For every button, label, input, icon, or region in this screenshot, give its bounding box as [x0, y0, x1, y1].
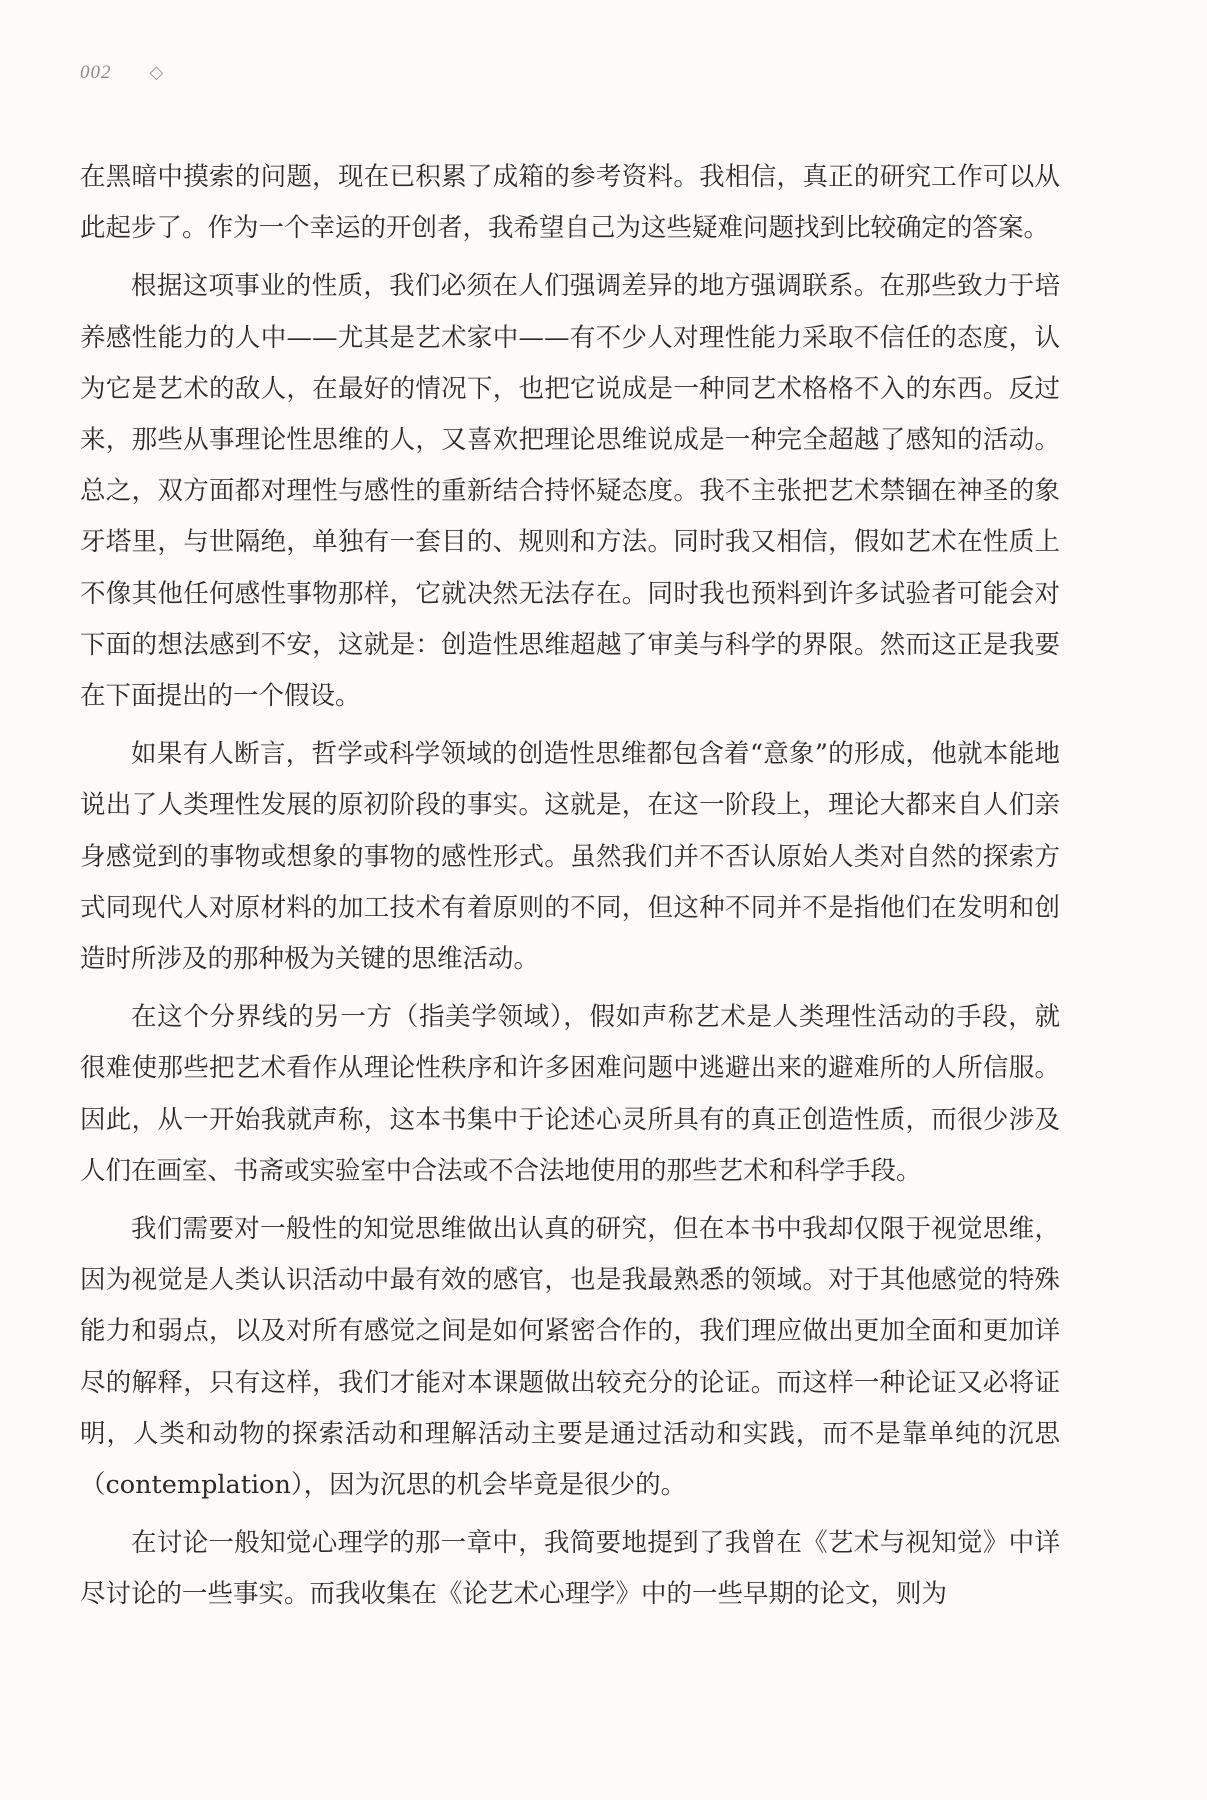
- page-header: [80, 62, 163, 84]
- paragraph: 在这个分界线的另一方（指美学领域），假如声称艺术是人类理性活动的手段，就很难使那些把艺术看作从理论性秩序和许多困难问题中逃避出来的避难所的人所信服。因此，从一开始我就声称，这本书集中于论述心灵所具有的真正创造性质，而很少涉及人们在画室、书斋或实验室中合法或不合法地使用的那些艺术和科学手段。: [80, 1002, 1060, 1186]
- paragraph: 如果有人断言，哲学或科学领域的创造性思维都包含着“意象”的形成，他就本能地说出了人类理性发展的原初阶段的事实。这就是，在这一阶段上，理论大都来自人们亲身感觉到的事物或想象的事物的感性形式。虽然我们并不否认原始人类对自然的探索方式同现代人对原材料的加工技术有着原则的不同，但这种不同并不是指他们在发明和创造时所涉及的那种极为关键的思维活动。: [80, 739, 1060, 975]
- page-number: 002: [80, 62, 112, 83]
- paragraph: 在讨论一般知觉心理学的那一章中，我简要地提到了我曾在《艺术与视知觉》中详尽讨论的一些事实。而我收集在《论艺术心理学》中的一些早期的论文，则为: [80, 1528, 1060, 1610]
- paragraph-continued: 在黑暗中摸索的问题，现在已积累了成箱的参考资料。我相信，真正的研究工作可以从此起步了。作为一个幸运的开创者，我希望自己为这些疑难问题找到比较确定的答案。: [80, 162, 1060, 244]
- paragraph: 根据这项事业的性质，我们必须在人们强调差异的地方强调联系。在那些致力于培养感性能力的人中——尤其是艺术家中——有不少人对理性能力采取不信任的态度，认为它是艺术的敌人，在最好的情况下，也把它说成是一种同艺术格格不入的东西。反过来，那些从事理论性思维的人，又喜欢把理论思维说成是一种完全超越了感知的活动。总之，双方面都对理性与感性的重新结合持怀疑态度。我不主张把艺术禁锢在神圣的象牙塔里，与世隔绝，单独有一套目的、规则和方法。同时我又相信，假如艺术在性质上不像其他任何感性事物那样，它就决然无法存在。同时我也预料到许多试验者可能会对下面的想法感到不安，这就是：创造性思维超越了审美与科学的界限。然而这正是我要在下面提出的一个假设。: [80, 271, 1060, 712]
- diamond-ornament-icon: ◇: [149, 62, 164, 83]
- paragraph: 我们需要对一般性的知觉思维做出认真的研究，但在本书中我却仅限于视觉思维，因为视觉是人类认识活动中最有效的感官，也是我最熟悉的领域。对于其他感觉的特殊能力和弱点，以及对所有感觉之间是如何紧密合作的，我们理应做出更加全面和更加详尽的解释，只有这样，我们才能对本课题做出较充分的论证。而这样一种论证又必将证明，人类和动物的探索活动和理解活动主要是通过活动和实践，而不是靠单纯的沉思（contemplation），因为沉思的机会毕竟是很少的。: [80, 1214, 1060, 1501]
- body-text: [80, 152, 1060, 1628]
